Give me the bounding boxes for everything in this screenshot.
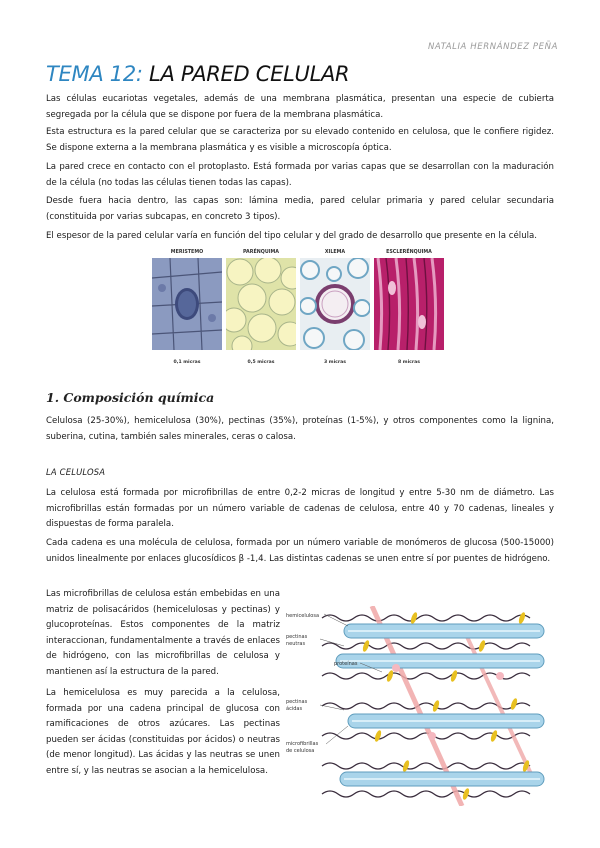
parenchyma-image <box>226 258 296 350</box>
subsection-heading: LA CELULOSA <box>46 467 106 477</box>
cell-wall-diagram <box>286 606 548 806</box>
label-hemicelulosa: hemicelulosa <box>286 613 320 619</box>
micrograph-caption: 0,5 micras <box>247 360 275 365</box>
section-heading: 1. Composición química <box>46 390 215 405</box>
celulosa-paragraph-3: Las microfibrillas de celulosa están embebidas en una matriz de polisacáridos (hemicelulosas y pectinas) y glucoproteínas. Estos componentes de la matriz interaccionan, fundamentalmente a través de enlaces de hidrógeno, con las microfibrillas de celulosa y mantienen así la estructura de la pared. <box>46 589 280 677</box>
page-title <box>46 62 349 86</box>
title-number: TEMA 12: <box>46 62 143 86</box>
meristem-image <box>152 258 222 350</box>
celulosa-paragraph-4: La hemicelulosa es muy parecida a la celulosa, formada por una cadena principal de glucosa con ramificaciones de otros azúcares. Las pectinas pueden ser ácidas (constituidas por ácidos) o neutras (de menor longitud). Las ácidas y las neutras se unen entre sí, y las neutras se asocian a la hemicelulosa. <box>46 688 280 776</box>
section-paragraph: Celulosa (25-30%), hemicelulosa (30%), pectinas (35%), proteínas (1-5%), y otros componentes como la lignina, suberina, cutina, también sales minerales, ceras o calosa. <box>46 416 554 442</box>
label-pectinas-neutras-1: pectinas <box>286 634 308 640</box>
micrograph-label: ESCLERÉNQUIMA <box>386 250 432 255</box>
celulosa-paragraph-2: Cada cadena es una molécula de celulosa, formada por un número variable de monómeros de glucosa (500-15000) unidos linealmente por enlaces glucosídicos β -1,4. Las distintas cadenas se unen entre sí por puentes de hidrógeno. <box>46 538 554 564</box>
label-microfibrillas-2: de celulosa <box>286 748 315 754</box>
label-pectinas-neutras-2: neutras <box>286 641 306 647</box>
micrograph-xilema <box>300 248 370 365</box>
sclerenchyma-image <box>374 258 444 350</box>
micrograph-label: XILEMA <box>324 250 346 255</box>
title-text: LA PARED CELULAR <box>149 62 350 86</box>
micrograph-label: MERISTEMO <box>170 250 204 255</box>
label-pectinas-acidas-1: pectinas <box>286 699 308 705</box>
micrograph-label: PARÉNQUIMA <box>242 250 280 255</box>
celulosa-paragraph-1: La celulosa está formada por microfibrillas de entre 0,2-2 micras de longitud y entre 5-30 nm de diámetro. Las microfibrillas están formadas por un número variable de cadenas de celulosa, entre 40 y 70 cadenas, lineales y dispuestas de forma paralela. <box>46 488 554 530</box>
micrograph-caption: 3 micras <box>324 360 346 365</box>
micrograph-caption: 8 micras <box>398 360 420 365</box>
author-name: NATALIA HERNÁNDEZ PEÑA <box>427 42 558 52</box>
micrograph-meristemo <box>152 248 222 365</box>
label-proteinas: proteínas <box>334 661 358 667</box>
xylem-image <box>300 258 370 350</box>
intro-paragraph-2: Esta estructura es la pared celular que se caracteriza por su elevado contenido en celulosa, que le confiere rigidez. Se dispone externa a la membrana plasmática y es visible a microscopía óptica. <box>46 127 554 153</box>
micrograph-parenquima <box>226 248 296 365</box>
micrograph-caption: 0,1 micras <box>173 360 201 365</box>
label-microfibrillas-1: microfibrillas <box>286 741 319 747</box>
intro-paragraph-3: La pared crece en contacto con el protoplasto. Está formada por varias capas que se desarrollan con la maduración de la célula (no todas las células tienen todas las capas). <box>46 162 554 188</box>
intro-paragraph-4: Desde fuera hacia dentro, las capas son: lámina media, pared celular primaria y pared celular secundaria (constituida por varias subcapas, en concreto 3 tipos). <box>46 196 554 222</box>
intro-paragraph-5: El espesor de la pared celular varía en función del tipo celular y del grado de desarrollo que presente en la célula. <box>46 231 538 241</box>
label-pectinas-acidas-2: ácidas <box>286 706 303 712</box>
micrograph-figure <box>152 248 444 368</box>
intro-paragraph-1: Las células eucariotas vegetales, además de una membrana plasmática, presentan una especie de cubierta segregada por la célula que se dispone por fuera de la membrana plasmática. <box>46 94 554 120</box>
micrograph-esclerenquima <box>374 248 444 365</box>
